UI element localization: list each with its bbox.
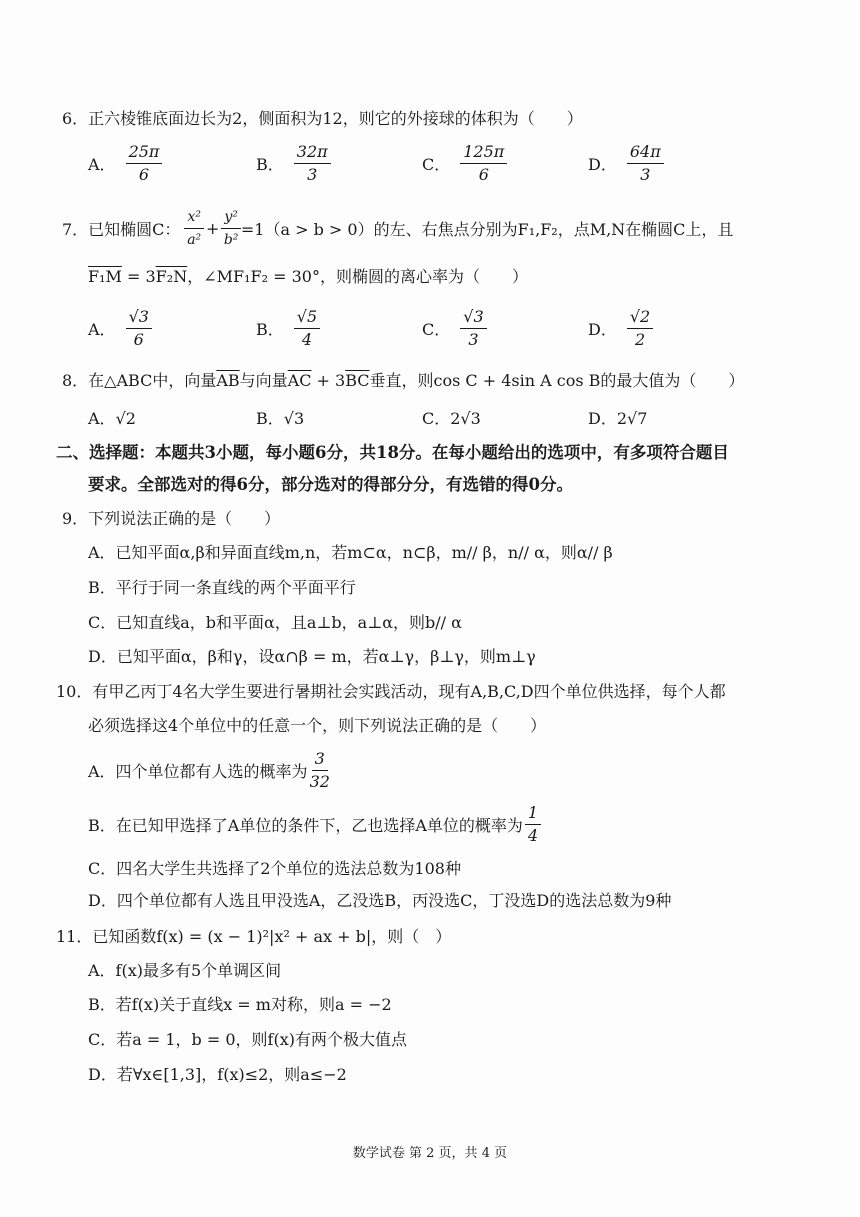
q7-option-b: B． $\frac{√5}{4}$ xyxy=(256,306,320,351)
option-fraction: $\frac{125\pi}{6}$ xyxy=(460,141,507,186)
q10-stem-line2: 必须选择这4个单位中的任意一个，则下列说法正确的是（ ） xyxy=(88,716,547,735)
q11-stem: 11．已知函数f(x) = (x − 1)²|x² + ax + b|，则（ ） xyxy=(56,927,452,946)
q6-option-d xyxy=(588,141,664,186)
q11-option-a: A．f(x)最多有5个单调区间 xyxy=(88,961,282,980)
vector-bc: $\overline{BC}$ xyxy=(345,371,370,390)
q7-option-c: C． $\frac{√3}{3}$ xyxy=(422,306,487,351)
eq-y-fraction: $\frac{\text{y²}}{\text{b²}}$ xyxy=(221,206,241,251)
option-fraction: $\frac{64\pi}{3}$ xyxy=(627,141,664,186)
q7-option-d: D． $\frac{√2}{2}$ xyxy=(588,306,653,351)
q9-stem: 9．下列说法正确的是（ ） xyxy=(62,509,281,528)
q6-stem: 6．正六棱锥底面边长为2，侧面积为12，则它的外接球的体积为（ ） xyxy=(62,109,583,128)
q8-option-b: B．√3 xyxy=(256,409,305,428)
q6-option-b xyxy=(256,141,331,186)
vector-ab: $\overline{AB}$ xyxy=(216,371,240,390)
q10-option-c: C．四名大学生共选择了2个单位的选法总数为108种 xyxy=(88,859,461,878)
q9-option-c: C．已知直线a，b和平面α，且a⊥b，a⊥α，则b// α xyxy=(88,613,462,632)
q9-option-a: A．已知平面α,β和异面直线m,n，若m⊂α，n⊂β，m// β，n// α，则α// β xyxy=(88,543,613,562)
section2-heading: 二、选择题：本题共3小题，每小题6分，共18分。在每小题给出的选项中，有多项符合题目 xyxy=(56,443,729,462)
vector-f1m: F₁M xyxy=(88,267,122,286)
q7-stem-line2: F₁M = 3F₂N，∠MF₁F₂ = 30°，则椭圆的离心率为（ ） xyxy=(88,267,528,286)
eq-x-fraction: $\frac{\text{x²}}{\text{a²}}$ xyxy=(184,206,204,251)
q6-option-c xyxy=(422,141,507,186)
vector-ac: $\overline{AC}$ xyxy=(287,371,312,390)
option-letter: D． xyxy=(588,155,617,174)
q8-stem: 8．在△ABC中，向量$\overline{AB}$与向量$\overline{AC} + 3\overline{BC}$垂直，则cos C + 4sin A cos B的最大值为（ ） xyxy=(62,371,745,390)
q11-option-c: C．若a = 1，b = 0，则f(x)有两个极大值点 xyxy=(88,1030,407,1049)
q10-option-a: A．四个单位都有人选的概率为 $\frac{3}{32}$ xyxy=(88,749,330,791)
q8-option-d: D．2√7 xyxy=(588,409,648,428)
q7-option-a: A． $\frac{√3}{6}$ xyxy=(88,306,152,351)
option-letter: B． xyxy=(256,155,284,174)
q6-option-a xyxy=(88,141,162,186)
q9-option-d: D．已知平面α，β和γ，设α∩β = m，若α⊥γ，β⊥γ，则m⊥γ xyxy=(88,647,536,666)
q8-option-c: C．2√3 xyxy=(422,409,481,428)
q10-stem-line1: 10．有甲乙丙丁4名大学生要进行暑期社会实践活动，现有A,B,C,D四个单位供选择，每个人都 xyxy=(56,682,726,701)
option-fraction: $\frac{32\pi}{3}$ xyxy=(294,141,331,186)
vector-f2n: F₂N xyxy=(155,267,188,286)
section2-instructions: 要求。全部选对的得6分，部分选对的得部分分，有选错的得0分。 xyxy=(88,475,573,494)
q7-stem-line1: 7．已知椭圆C： $\frac{\text{x²}}{\text{a²}}$ + $\frac{\text{y²}}{\text{b²}}$ =1（a > b > 0）的左、右焦点分别为F₁,F₂，点M,N在椭圆C上，且 xyxy=(62,206,733,251)
option-letter: C． xyxy=(422,155,451,174)
option-letter: A． xyxy=(88,155,116,174)
q10-option-b: B．在已知甲选择了A单位的条件下，乙也选择A单位的概率为 $\frac{1}{4}$ xyxy=(88,802,541,847)
q8-option-a: A．√2 xyxy=(88,409,136,428)
page-footer: 数学试卷 第 2 页，共 4 页 xyxy=(352,1146,508,1161)
option-fraction: $\frac{25\pi}{6}$ xyxy=(126,141,163,186)
q9-option-b: B．平行于同一条直线的两个平面平行 xyxy=(88,578,356,597)
q11-option-b: B．若f(x)关于直线x = m对称，则a = −2 xyxy=(88,995,392,1014)
q10-option-d: D．四个单位都有人选且甲没选A，乙没选B，丙没选C，丁没选D的选法总数为9种 xyxy=(88,891,672,910)
q11-option-d: D．若∀x∈[1,3]，f(x)≤2，则a≤−2 xyxy=(88,1065,347,1084)
